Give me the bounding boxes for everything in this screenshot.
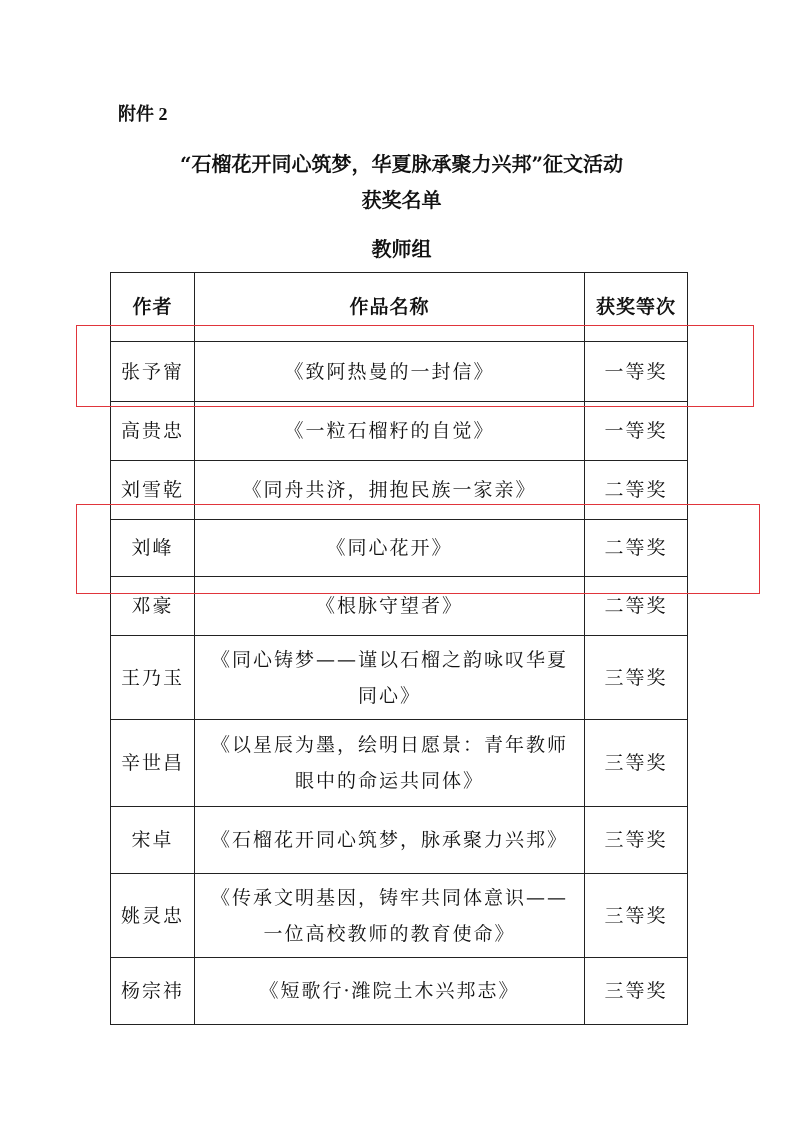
work-cell: 《致阿热曼的一封信》 — [195, 342, 585, 402]
work-cell: 《同心花开》 — [195, 520, 585, 577]
author-cell: 刘雪乾 — [111, 461, 195, 520]
table-row — [111, 720, 688, 807]
table-header-row — [111, 273, 688, 342]
author-cell: 邓豪 — [111, 577, 195, 636]
award-cell: 二等奖 — [585, 520, 688, 577]
award-cell: 二等奖 — [585, 461, 688, 520]
header-award: 获奖等次 — [585, 273, 688, 342]
award-cell: 一等奖 — [585, 342, 688, 402]
author-cell: 姚灵忠 — [111, 874, 195, 958]
header-work: 作品名称 — [195, 273, 585, 342]
work-cell: 《同心铸梦——谨以石榴之韵咏叹华夏同心》 — [195, 636, 585, 720]
award-cell: 二等奖 — [585, 577, 688, 636]
award-cell: 三等奖 — [585, 636, 688, 720]
award-cell: 三等奖 — [585, 958, 688, 1025]
table-row — [111, 577, 688, 636]
author-cell: 辛世昌 — [111, 720, 195, 807]
author-cell: 张予甯 — [111, 342, 195, 402]
author-cell: 高贵忠 — [111, 402, 195, 461]
author-cell: 杨宗祎 — [111, 958, 195, 1025]
table-row — [111, 520, 688, 577]
group-title: 教师组 — [371, 237, 432, 261]
work-cell: 《以星辰为墨，绘明日愿景：青年教师眼中的命运共同体》 — [195, 720, 585, 807]
awards-table — [110, 272, 688, 1025]
award-cell: 三等奖 — [585, 807, 688, 874]
document-subtitle: 获奖名单 — [361, 188, 442, 212]
attachment-label: 附件 2 — [118, 104, 168, 124]
award-cell: 一等奖 — [585, 402, 688, 461]
work-cell: 《传承文明基因，铸牢共同体意识——一位高校教师的教育使命》 — [195, 874, 585, 958]
work-cell: 《根脉守望者》 — [195, 577, 585, 636]
work-cell: 《短歌行·潍院土木兴邦志》 — [195, 958, 585, 1025]
work-cell: 《石榴花开同心筑梦，脉承聚力兴邦》 — [195, 807, 585, 874]
author-cell: 宋卓 — [111, 807, 195, 874]
table-row — [111, 342, 688, 402]
work-cell: 《同舟共济，拥抱民族一家亲》 — [195, 461, 585, 520]
header-author: 作者 — [111, 273, 195, 342]
table-row — [111, 636, 688, 720]
award-cell: 三等奖 — [585, 720, 688, 807]
author-cell: 王乃玉 — [111, 636, 195, 720]
table-row — [111, 461, 688, 520]
table-row — [111, 874, 688, 958]
table-row — [111, 958, 688, 1025]
work-cell: 《一粒石榴籽的自觉》 — [195, 402, 585, 461]
table-row — [111, 402, 688, 461]
award-cell: 三等奖 — [585, 874, 688, 958]
document-title: “石榴花开同心筑梦，华夏脉承聚力兴邦”征文活动 — [179, 152, 623, 176]
table-row — [111, 807, 688, 874]
author-cell: 刘峰 — [111, 520, 195, 577]
